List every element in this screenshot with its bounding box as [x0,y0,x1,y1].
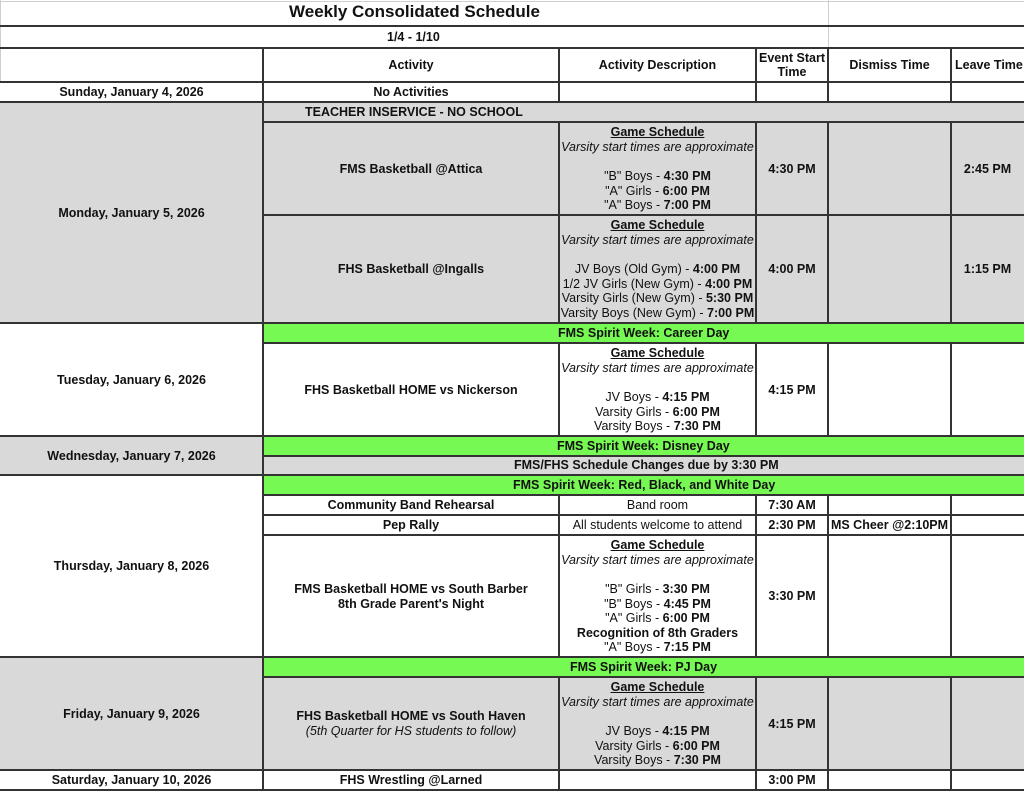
activity-label: Community Band Rehearsal [327,498,495,513]
start-time: 2:30 PM [768,518,816,533]
activity-label: FHS Basketball HOME vs Nickerson [304,382,518,397]
leave-time-cell [951,516,1024,535]
border-line [950,676,952,791]
border-line [558,47,560,103]
border-line [0,25,1024,27]
title-text: Weekly Consolidated Schedule [289,2,540,21]
date-label: Saturday, January 10, 2026 [51,772,212,787]
activity-subtitle: 8th Grade Parent's Night [337,596,485,611]
date-label: Sunday, January 4, 2026 [59,85,204,100]
description-text: All students welcome to attend [572,518,743,533]
border-line [950,494,952,658]
team-label: "A" Girls - [605,183,663,198]
activity-label: FMS Basketball HOME vs South Barber [294,581,528,596]
game-time: 6:00 PM [672,738,720,753]
banner-text: FMS Spirit Week: Red, Black, and White Day [513,478,776,493]
leave-time: 2:45 PM [963,161,1012,176]
column-header-dismiss-time [828,48,951,82]
activity-label: FHS Basketball HOME vs South Haven [296,709,526,724]
start-time-cell [756,536,828,657]
border-line [0,81,1024,83]
leave-time-cell [951,344,1024,436]
header-label: Activity Description [598,58,717,72]
date-label: Friday, January 9, 2026 [63,706,200,721]
game-time: 4:45 PM [663,596,711,611]
border-line [263,121,1024,123]
spirit-week-banner [263,476,1024,495]
date-label: Wednesday, January 7, 2026 [47,448,216,463]
description-cell [559,771,756,789]
start-time: 4:30 PM [768,161,816,176]
banner-text: FMS Spirit Week: Career Day [558,326,730,341]
description-cell [559,536,756,657]
leave-time-cell [951,123,1024,215]
border-line [263,514,1024,516]
game-line [605,582,710,597]
leave-time-cell [951,536,1024,657]
border-line [0,47,1024,49]
dismiss-time-cell [828,536,951,657]
date-range-text: 1/4 - 1/10 [387,30,440,44]
team-label: "B" Boys - [604,596,664,611]
leave-time-cell [951,678,1024,770]
schedule-changes-banner [263,456,1024,475]
border-line [827,676,829,791]
date-cell-friday [0,658,263,770]
start-time: 4:15 PM [768,716,816,731]
team-label: Varsity Boys (New Gym) - [560,305,708,320]
leave-time: 1:15 PM [963,262,1012,277]
date-cell-monday [0,103,263,323]
team-label: Varsity Boys - [594,419,674,434]
border-line [0,656,1024,658]
leave-time-cell [951,496,1024,515]
team-label: Varsity Boys - [594,753,674,768]
game-line [594,419,721,434]
approx-note: Varsity start times are approximate [561,694,754,709]
border-line [558,494,560,658]
date-cell-wednesday [0,437,263,475]
spirit-week-banner [263,658,1024,677]
team-label: JV Boys - [605,724,663,738]
game-time: 6:00 PM [662,183,710,198]
start-time-cell [756,123,828,215]
game-time: 4:15 PM [662,724,710,738]
border-line [755,47,757,103]
team-label: Varsity Girls (New Gym) - [561,291,706,306]
game-schedule-heading: Game Schedule [610,218,705,233]
border-line [263,676,1024,678]
team-label: "B" Girls - [605,581,663,596]
border-line [558,121,560,324]
border-line [558,676,560,791]
border-line [827,121,829,324]
activity-cell [263,216,559,323]
game-line [561,306,755,321]
border-line [0,435,1024,437]
border-line [0,101,1024,103]
game-time: 4:15 PM [662,390,710,404]
game-time: 3:30 PM [662,581,710,596]
header-label: Activity [388,58,434,72]
description-cell [559,516,756,535]
team-label: JV Boys (Old Gym) - [574,262,693,277]
team-label: 1/2 JV Girls (New Gym) - [562,276,706,291]
border-line [950,121,952,324]
date-label: Monday, January 5, 2026 [58,205,205,220]
description-cell [559,344,756,436]
recognition-text: Recognition of 8th Graders [576,625,739,640]
game-time: 6:00 PM [662,611,710,626]
game-line [604,198,711,213]
game-time: 4:00 PM [692,262,741,277]
date-label: Thursday, January 8, 2026 [53,559,210,574]
activity-cell [263,496,559,515]
team-label: JV Boys - [605,390,663,404]
start-time: 3:30 PM [768,589,816,604]
date-cell-saturday [0,771,263,789]
activity-cell [263,678,559,770]
activity-cell [263,536,559,657]
banner-text: TEACHER INSERVICE - NO SCHOOL [305,105,523,120]
game-time: 4:30 PM [663,169,711,183]
team-label: "A" Boys - [604,198,664,213]
game-line [605,724,709,739]
column-header-description [559,48,756,82]
activity-label: FHS Basketball @Ingalls [337,262,485,277]
game-line [605,390,709,405]
start-time: 4:00 PM [768,262,816,277]
description-cell [559,123,756,215]
dismiss-time-cell [828,496,951,515]
approx-note: Varsity start times are approximate [561,360,754,375]
border-line [827,47,829,103]
border-line [0,769,1024,771]
border-line [263,214,1024,216]
description-cell [559,496,756,515]
border-line [263,534,1024,536]
border-line [0,474,1024,476]
game-line [577,626,738,641]
description-text: Band room [626,498,689,513]
border-line [262,47,264,791]
border-line [827,494,829,658]
start-time-cell [756,678,828,770]
activity-cell [263,344,559,436]
banner-text: FMS Spirit Week: PJ Day [570,660,718,675]
date-cell-tuesday [0,324,263,436]
gridline [828,0,829,48]
dismiss-time-cell [828,516,951,535]
spirit-week-banner [263,437,1024,455]
game-time: 4:00 PM [705,276,753,291]
border-line [263,342,1024,344]
start-time-cell [756,496,828,515]
game-schedule-heading: Game Schedule [610,680,705,695]
dismiss-time-cell [828,344,951,436]
activity-label: No Activities [373,85,449,100]
dismiss-time: MS Cheer @2:10PM [830,518,949,533]
column-header-activity [263,48,559,82]
header-label: Dismiss Time [849,58,930,72]
team-label: "A" Girls - [605,611,663,626]
inservice-banner [263,103,1024,122]
column-header-leave-time [951,48,1024,82]
sheet-title [0,2,828,26]
approx-note: Varsity start times are approximate [561,233,754,248]
approx-note: Varsity start times are approximate [561,552,754,567]
dismiss-time-cell [828,771,951,789]
start-time-cell [756,216,828,323]
game-schedule-heading: Game Schedule [610,538,705,553]
activity-label: Pep Rally [382,518,440,533]
game-line [575,262,740,277]
activity-label: FMS Basketball @Attica [339,161,483,176]
start-time-cell [756,771,828,789]
start-time: 7:30 AM [768,498,816,513]
game-line [562,291,753,306]
border-line [558,342,560,437]
activity-cell [263,771,559,789]
description-cell [559,216,756,323]
team-label: Varsity Girls - [595,738,673,753]
border-line [0,322,1024,324]
border-line [755,342,757,437]
game-line [594,753,721,768]
game-schedule-heading: Game Schedule [610,125,705,140]
game-line [604,640,711,655]
banner-text: FMS Spirit Week: Disney Day [557,438,730,453]
game-time: 7:00 PM [663,198,711,213]
header-label: Event Start Time [759,51,825,79]
start-time: 4:15 PM [768,382,816,397]
activity-cell [263,516,559,535]
leave-time-cell [951,771,1024,789]
game-time: 7:30 PM [673,419,721,434]
header-label: Leave Time [955,58,1023,72]
border-line [950,342,952,437]
game-time: 7:00 PM [707,305,755,320]
date-cell-thursday [0,476,263,657]
column-header-start-time [756,48,828,82]
dismiss-time-cell [828,678,951,770]
game-line [605,184,710,199]
leave-time-cell [951,216,1024,323]
date-label: Tuesday, January 6, 2026 [57,372,206,387]
dismiss-time-cell [828,123,951,215]
game-schedule-heading: Game Schedule [610,346,705,361]
start-time-cell [756,516,828,535]
border-line [755,494,757,658]
dismiss-time-cell [828,216,951,323]
activity-label: FHS Wrestling @Larned [339,772,483,787]
game-line [595,739,720,754]
border-line [263,455,1024,457]
date-range [0,27,828,48]
team-label: "A" Boys - [604,640,664,655]
approx-note: Varsity start times are approximate [561,139,754,154]
team-label: Varsity Girls - [595,404,673,419]
date-cell-sunday [0,83,263,102]
team-label: "B" Boys - [604,169,664,183]
banner-text: FMS/FHS Schedule Changes due by 3:30 PM [514,458,779,473]
game-time: 5:30 PM [705,291,754,306]
game-line [604,169,711,184]
game-time: 7:30 PM [673,753,721,768]
game-line [605,611,710,626]
game-time: 7:15 PM [663,640,711,655]
start-time-cell [756,344,828,436]
description-cell [559,678,756,770]
activity-cell [263,83,559,102]
activity-note: (5th Quarter for HS students to follow) [305,724,517,738]
border-line [263,494,1024,496]
start-time: 3:00 PM [768,772,816,787]
game-line [604,597,711,612]
border-line [755,121,757,324]
game-line [563,277,753,292]
activity-cell [263,123,559,215]
game-line [595,405,720,420]
spirit-week-banner [263,324,1024,343]
border-line [950,47,952,103]
border-line [755,676,757,791]
game-time: 6:00 PM [672,404,720,419]
border-line [827,342,829,437]
